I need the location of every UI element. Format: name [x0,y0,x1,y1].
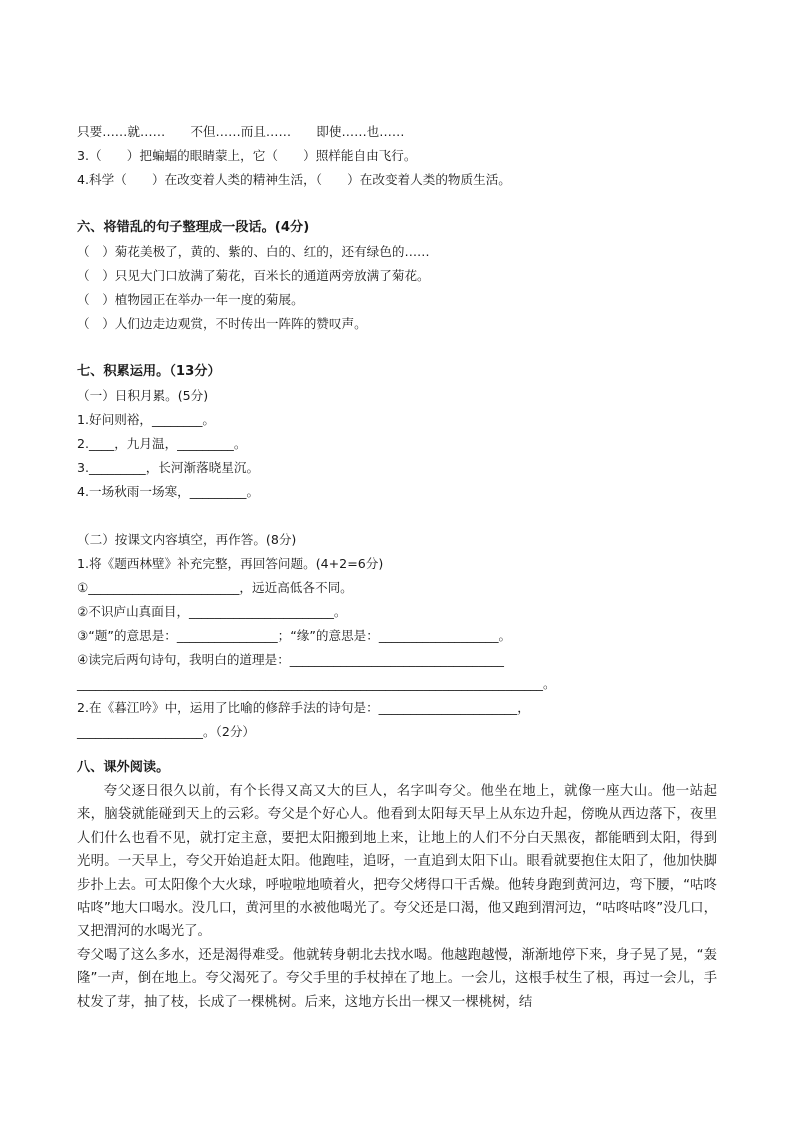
conjunction-options: 只要……就…… 不但……而且…… 即使……也…… [77,124,405,139]
poem-line-2: ②不识庐山真面目，_______________________。 [77,604,347,619]
section-6-heading: 六、将错乱的句子整理成一段话。(4分) [77,220,310,235]
question-3: 3.（ ）把蝙蝠的眼睛蒙上，它（ ）照样能自由飞行。 [77,148,417,163]
fill-1: 1.好问则裕，________。 [77,412,215,427]
lesson-answer-line: __________________________________________________________________________。 [77,676,556,691]
word-meaning: ③“题”的意思是：________________；“缘”的意思是：___________________。 [77,628,512,643]
lesson-question: ④读完后两句诗句，我明白的道理是：__________________________________ [77,652,504,667]
sentence-b: （ ）只见大门口放满了菊花，百米长的通道两旁放满了菊花。 [77,268,430,283]
fill-4: 4.一场秋雨一场寒，_________。 [77,484,260,499]
fill-2: 2.____，九月温，_________。 [77,436,247,451]
sentence-c: （ ）植物园正在举办一年一度的菊展。 [77,292,304,307]
poem-question: 1.将《题西林壁》补充完整，再回答问题。(4+2=6分) [77,556,384,571]
section-7-heading: 七、积累运用。（13分） [77,364,221,379]
subsection-1-heading: （一）日积月累。(5分) [77,388,209,403]
reading-paragraph-1: 夸父逐日很久以前，有个长得又高又大的巨人，名字叫夸父。他坐在地上，就像一座大山。他一站起来，脑袋就能碰到天上的云彩。夸父是个好心人。他看到太阳每天早上从东边升起，傍晚从西边落下，夜里人们什么也看不见，就打定主意，要把太阳搬到地上来，让地上的人们不分白天黑夜，都能晒到太阳，得到光明。一天早上，夸父开始追赶太阳。他跑哇，追呀，一直追到太阳下山。眼看就要抱住太阳了，他加快脚步扑上去。可太阳像个大火球，呼啦啦地喷着火，把夸父烤得口干舌燥。他转身跑到黄河边，弯下腰，“咕咚咕咚”地大口喝水。没几口，黄河里的水被他喝光了。夸父还是口渴，他又跑到渭河边，“咕咚咕咚”没几口，又把渭河的水喝光了。 [77,784,717,940]
reading-paragraph-2: 夸父喝了这么多水，还是渴得难受。他就转身朝北去找水喝。他越跑越慢，渐渐地停下来，身子晃了晃，“轰隆”一声，倒在地上。夸父渴死了。夸父手里的手杖掉在了地上。一会儿，这根手杖生了根，再过一会儿，手杖发了芽，抽了枝，长成了一棵桃树。后来，这地方长出一棵又一棵桃树，结 [77,948,717,1010]
poem-line-1: ①________________________，远近高低各不同。 [77,580,353,595]
question-4: 4.科学（ ）在改变着人类的精神生活，（ ）在改变着人类的物质生活。 [77,172,511,187]
fill-3: 3._________，长河渐落晓星沉。 [77,460,260,475]
section-8-heading: 八、课外阅读。 [77,760,170,775]
subsection-2-heading: （二）按课文内容填空，再作答。(8分) [77,532,297,547]
sentence-a: （ ）菊花美极了，黄的、紫的、白的、红的，还有绿色的…… [77,244,430,259]
sentence-d: （ ）人们边走边观赏，不时传出一阵阵的赞叹声。 [77,316,367,331]
metaphor-answer-line: ____________________。（2分） [77,724,256,739]
metaphor-question: 2.在《暮江吟》中，运用了比喻的修辞手法的诗句是：______________________， [77,700,530,715]
